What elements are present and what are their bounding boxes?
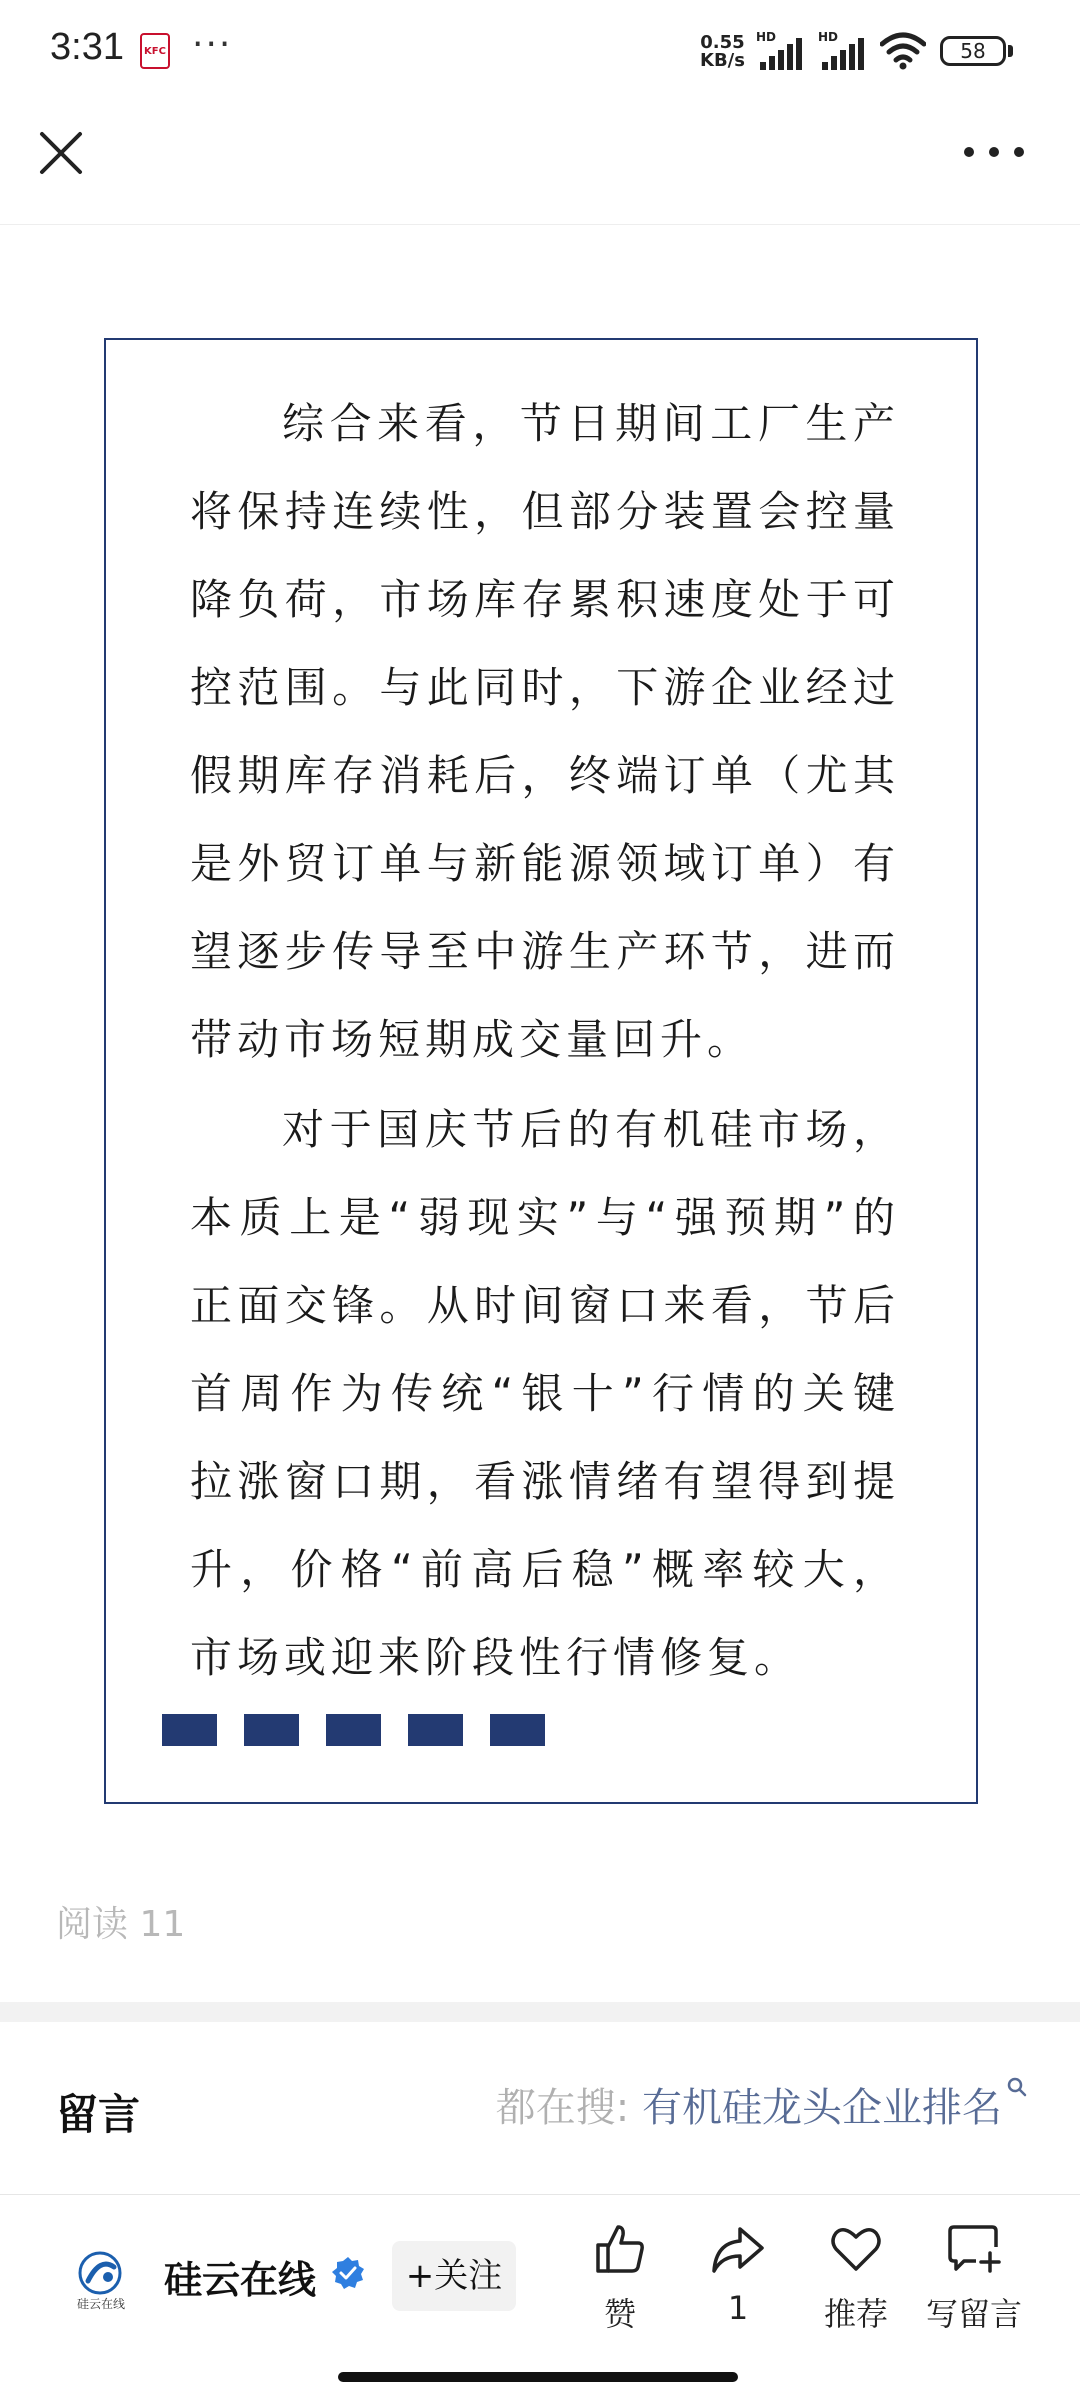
search-suggestion[interactable] bbox=[496, 2076, 1028, 2133]
top-nav-bar bbox=[0, 100, 1080, 225]
decorative-block bbox=[490, 1714, 545, 1746]
account-name[interactable]: 硅云在线 bbox=[164, 2258, 317, 2302]
search-suggestion-link[interactable]: 有机硅龙头企业排名 bbox=[642, 2085, 1002, 2131]
search-icon bbox=[1006, 2076, 1028, 2098]
article-paragraph: 综合来看，节日期间工厂生产将保持连续性，但部分装置会控量降负荷，市场库存累积速度处于可控范围。与此同时，下游企业经过假期库存消耗后，终端订单（尤其是外贸订单与新能源领域订单）有望逐步传导至中游生产环节，进而带动市场短期成交量回升。 bbox=[190, 399, 900, 1064]
like-label: 赞 bbox=[603, 2295, 636, 2333]
account-logo-label: 硅云在线 bbox=[76, 2297, 125, 2311]
section-divider bbox=[0, 2002, 1080, 2022]
read-count: 阅读 11 bbox=[56, 1904, 186, 1945]
signal-icon-sim1 bbox=[756, 30, 810, 70]
write-comment-button[interactable] bbox=[914, 2221, 1034, 2335]
decorative-block bbox=[244, 1714, 299, 1746]
comment-add-icon bbox=[946, 2221, 1002, 2277]
status-bar bbox=[0, 0, 1080, 100]
home-indicator[interactable] bbox=[338, 2372, 738, 2382]
follow-button[interactable]: +关注 bbox=[392, 2241, 516, 2311]
kfc-app-icon: KFC bbox=[140, 33, 170, 69]
network-speed-unit: KB/s bbox=[700, 50, 745, 71]
comments-title: 留言 bbox=[56, 2090, 141, 2139]
article-content-box bbox=[104, 338, 978, 1804]
status-time: 3:31 bbox=[50, 26, 124, 68]
hd-label: HD bbox=[818, 30, 839, 44]
network-speed-value: 0.55 bbox=[700, 32, 745, 53]
network-speed bbox=[700, 34, 745, 70]
decorative-block bbox=[326, 1714, 381, 1746]
bottom-action-bar bbox=[0, 2195, 1080, 2375]
like-button[interactable] bbox=[560, 2221, 680, 2335]
decorative-blocks bbox=[162, 1714, 545, 1746]
decorative-block bbox=[162, 1714, 217, 1746]
battery-tip bbox=[1008, 45, 1013, 57]
decorative-block bbox=[408, 1714, 463, 1746]
more-options-icon[interactable] bbox=[964, 134, 1024, 170]
close-icon[interactable] bbox=[36, 128, 86, 178]
share-icon bbox=[710, 2221, 766, 2277]
share-count: 1 bbox=[727, 2289, 749, 2327]
verified-badge-icon bbox=[330, 2255, 366, 2291]
thumbs-up-icon bbox=[592, 2221, 648, 2277]
recommend-button[interactable] bbox=[796, 2221, 916, 2335]
wifi-icon bbox=[880, 32, 926, 70]
heart-icon bbox=[828, 2221, 884, 2277]
search-prefix: 都在搜: bbox=[495, 2085, 630, 2131]
hd-label: HD bbox=[756, 30, 777, 44]
share-button[interactable] bbox=[678, 2221, 798, 2327]
more-notifications-icon: ··· bbox=[192, 24, 233, 65]
battery-icon: 58 bbox=[940, 36, 1006, 66]
signal-icon-sim2 bbox=[818, 30, 872, 70]
write-comment-label: 写留言 bbox=[925, 2295, 1022, 2333]
article-paragraph: 对于国庆节后的有机硅市场，本质上是“弱现实”与“强预期”的正面交锋。从时间窗口来看，节后首周作为传统“银十”行情的关键拉涨窗口期，看涨情绪有望得到提升，价格“前高后稳”概率较大，市场或迎来阶段性行情修复。 bbox=[190, 1105, 900, 1682]
recommend-label: 推荐 bbox=[823, 2295, 888, 2333]
